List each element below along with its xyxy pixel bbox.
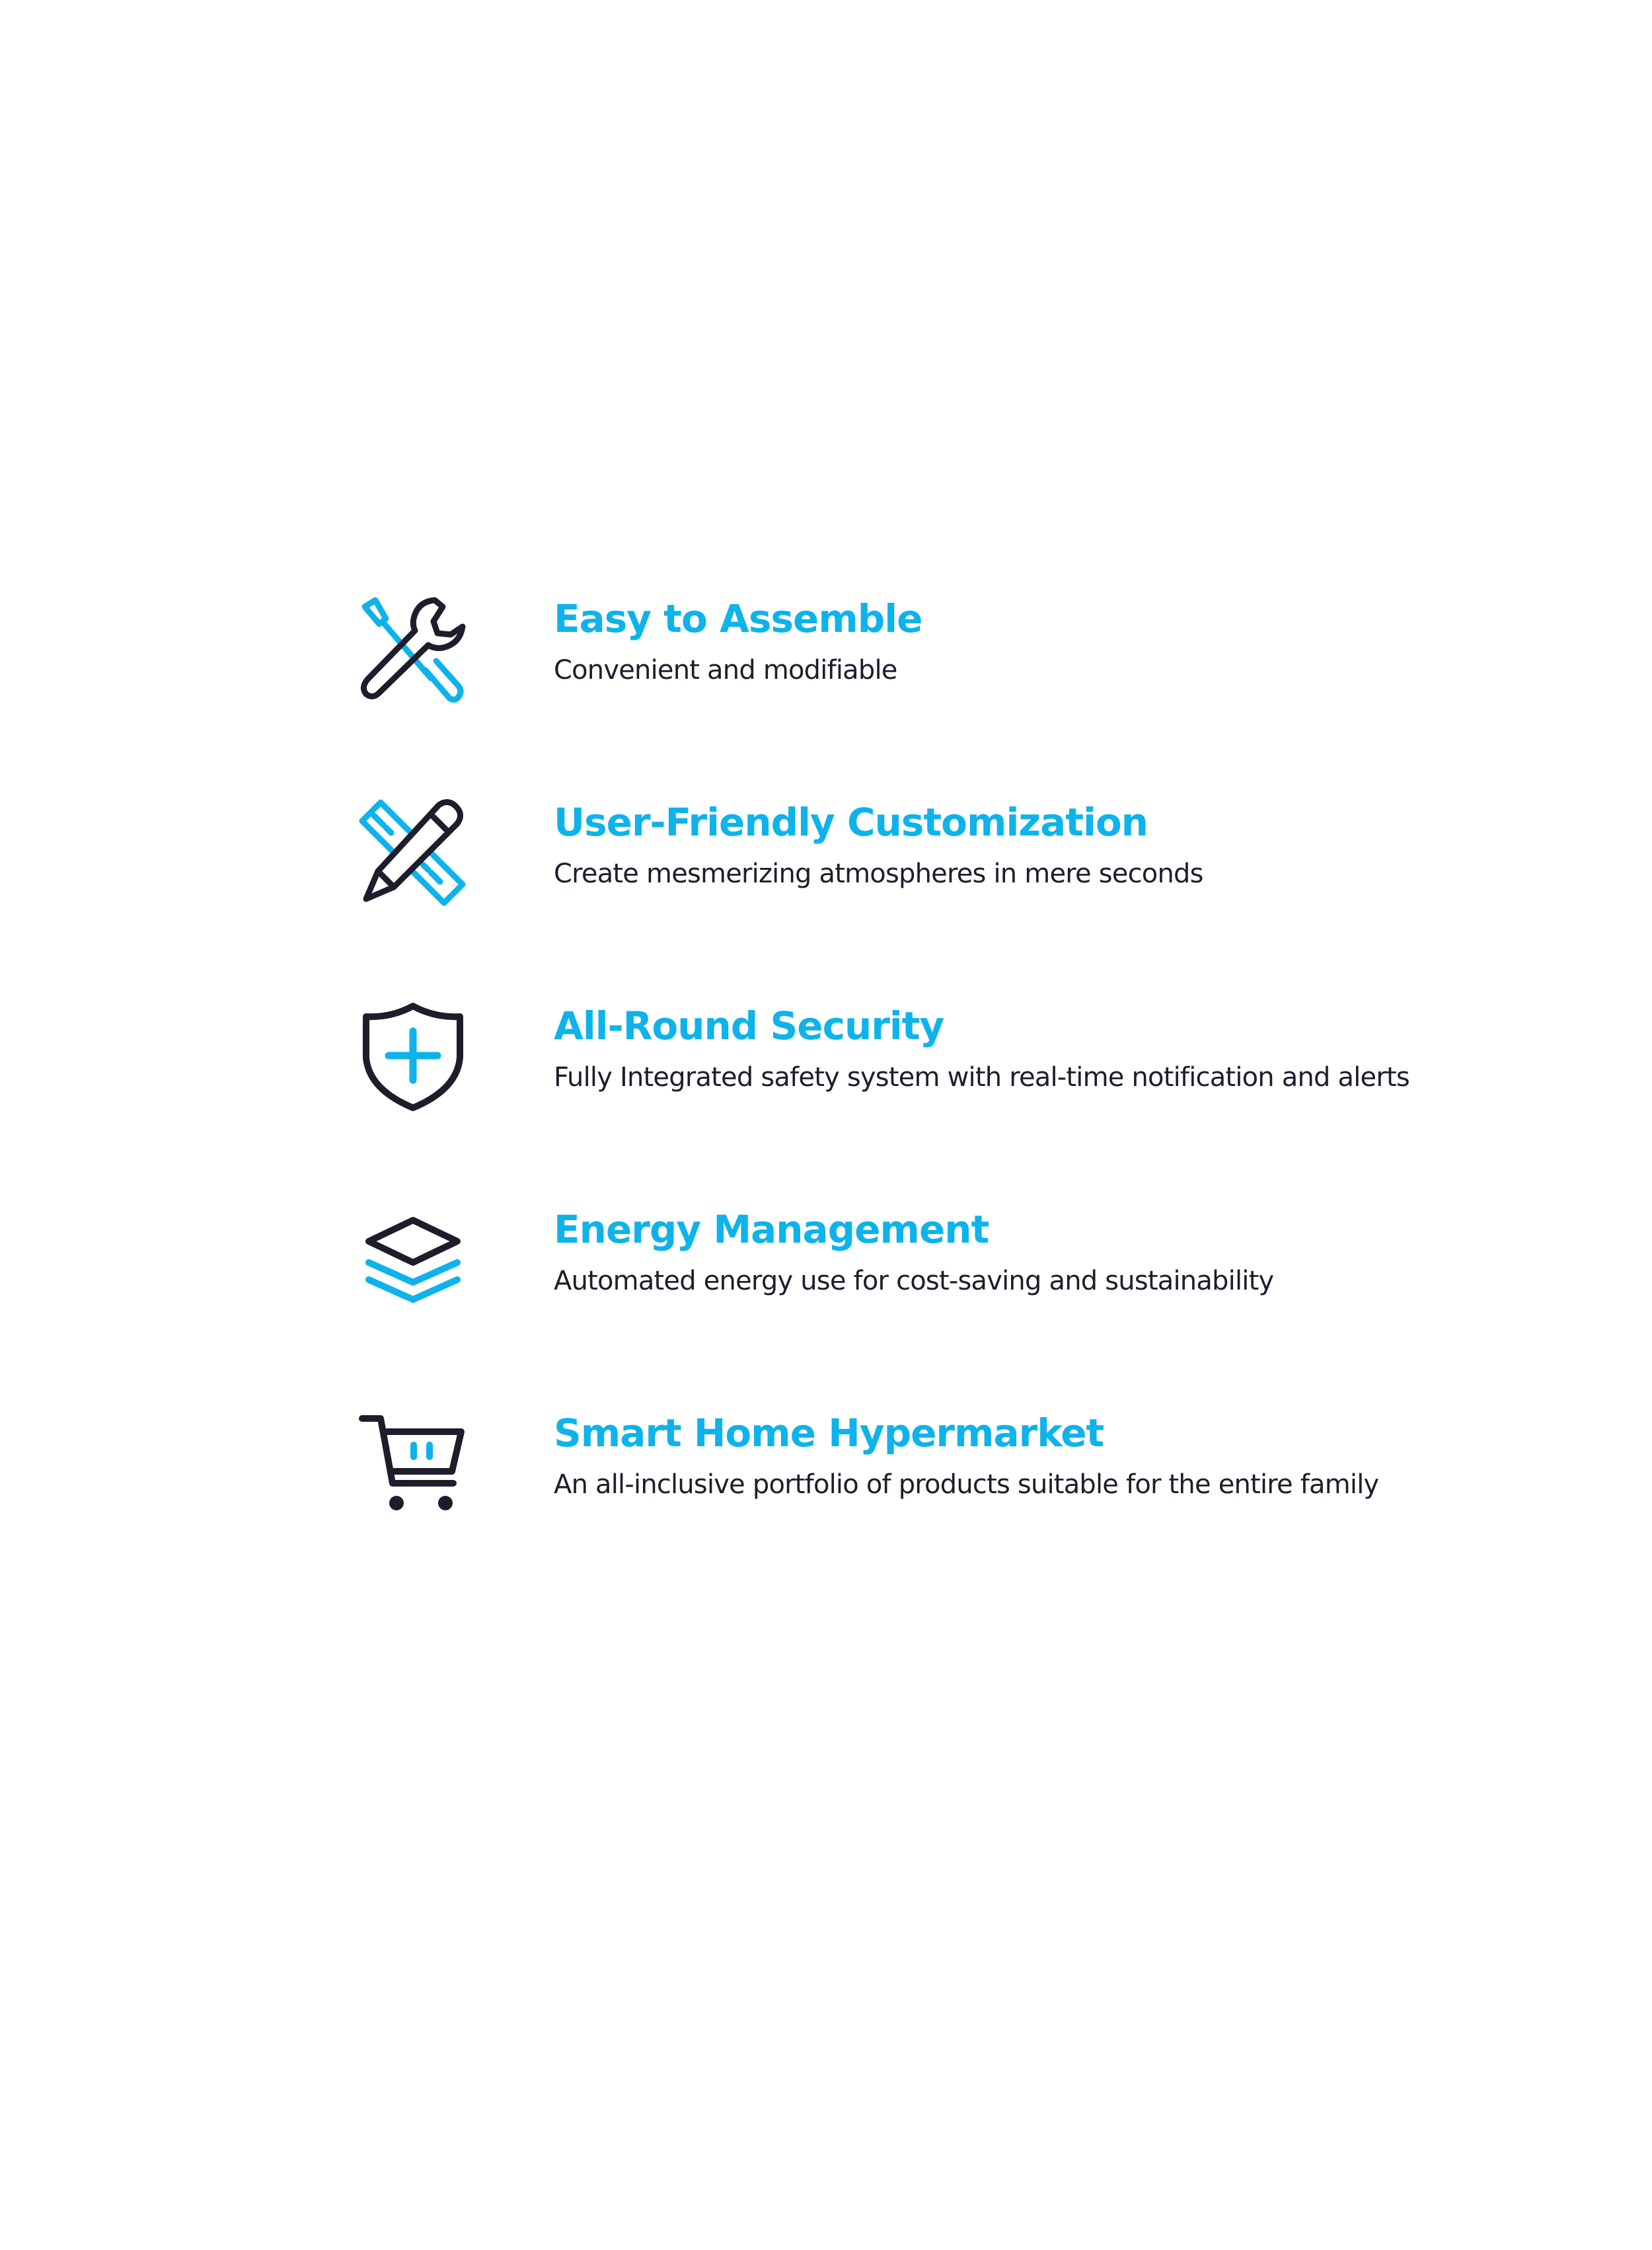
feature-item-energy-management (0, 1203, 1652, 1335)
feature-title: All-Round Security (554, 1003, 944, 1048)
feature-description: An all-inclusive portfolio of products suitable for the entire family (554, 1469, 1379, 1500)
feature-title: User-Friendly Customization (554, 800, 1148, 845)
feature-description: Convenient and modifiable (554, 655, 897, 685)
feature-item-smart-home-hypermarket (0, 1407, 1652, 1539)
layers-icon (357, 1203, 469, 1315)
feature-item-easy-to-assemble (0, 592, 1652, 724)
feature-title: Easy to Assemble (554, 596, 922, 641)
feature-item-user-friendly-customization (0, 796, 1652, 928)
feature-title: Energy Management (554, 1207, 989, 1252)
wrench-screwdriver-icon (357, 592, 469, 705)
pencil-ruler-icon (357, 796, 469, 908)
feature-description: Create mesmerizing atmospheres in mere seconds (554, 859, 1203, 889)
feature-title: Smart Home Hypermarket (554, 1411, 1104, 1455)
feature-description: Fully Integrated safety system with real-time notification and alerts (554, 1062, 1409, 1093)
feature-description: Automated energy use for cost-saving and sustainability (554, 1266, 1274, 1296)
shopping-cart-icon (357, 1407, 469, 1519)
shield-plus-icon (357, 999, 469, 1112)
feature-item-all-round-security (0, 999, 1652, 1132)
